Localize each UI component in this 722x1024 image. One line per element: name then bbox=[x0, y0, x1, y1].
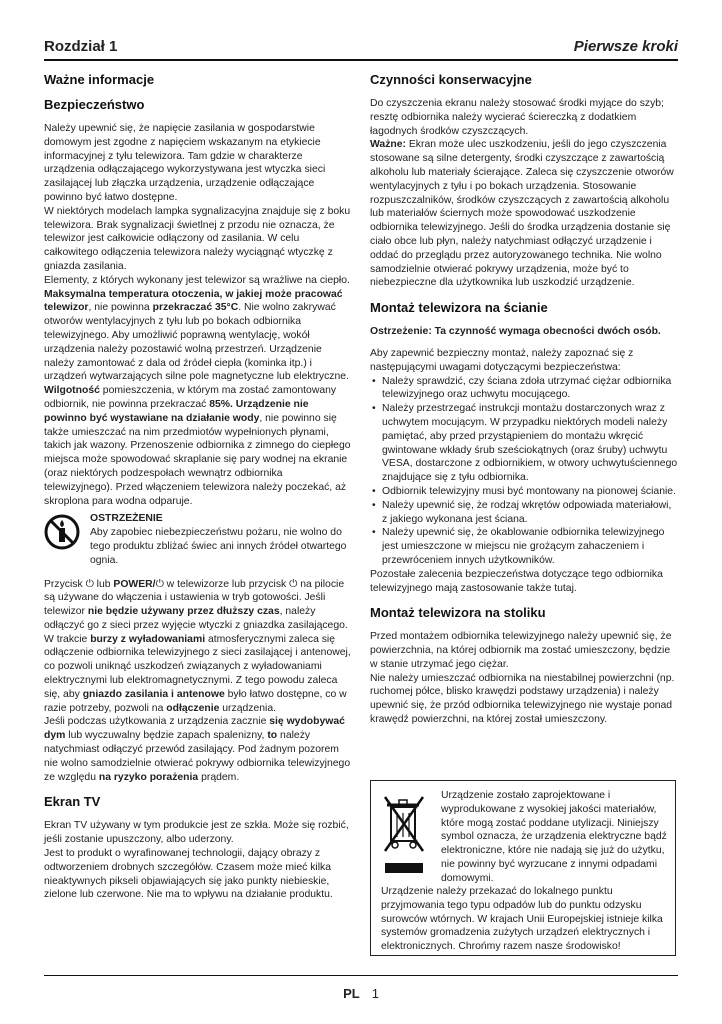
wall-warning: Ostrzeżenie: Ta czynność wymaga obecności dwóch osób. bbox=[370, 326, 661, 338]
heading-safety: Bezpieczeństwo bbox=[44, 97, 145, 112]
safety-paragraph: Należy upewnić się, że napięcie zasilania w gospodarstwie domowym jest zgodne z napięciem wskazanym na etykiecie informacyjnej z tyłu telewizora. Tam gdzie w charakterze urządzenia odłączającego wykorzystywana jest wtyczka sieci zasilającej lub złączka urządzenia, urządzenie odłączające powinno być łatwo dostępne. bbox=[44, 123, 326, 203]
safety-paragraph: Elementy, z których wykonany jest telewizor są wrażliwe na ciepło. Maksymalna temperatura otoczenia, w jakiej może pracować telewizor, nie powinna przekraczać 35°C. Nie wolno zakrywać otworów wentylacyjnych z tyłu lub po bokach odbiornika telewizyjnego. Aby umożliwić poprawną wentylację, wokół urządzenia należy pozostawić wolną przestrzeń. Urządzenie należy zamontować z dala od źródeł ciepła (kominka itp.) i urządzeń wytwarzających silne pole magnetyczne lub elektryczne. bbox=[44, 274, 350, 383]
language-code: PL bbox=[343, 986, 360, 1001]
weee-text: Urządzenie zostało zaprojektowane i wyprodukowane z wysokiej jakości materiałów, które mogą zostać poddane utylizacji. Niniejszy symbol oznacza, że urządzenia elektryczne bądź elektroniczne, które nie nadają się już do użytku, nie powinny być wyrzucane z innymi odpadami domowymi. bbox=[441, 790, 667, 884]
list-item: • Należy przestrzegać instrukcji montażu dostarczonych wraz z uchwytem mocującym. W przypadku niektórych modeli należy pamiętać, aby przed przystąpieniem do montażu wkręcić gwintowane wkłady śrub sześciokątnych (oraz śruby) uchwytu VESA, dostarczone z odbiornikiem, w otwory uchwytuściennego znajdujące się z tyłu odbiornika. bbox=[382, 402, 678, 485]
chapter-title: Rozdział 1 bbox=[44, 38, 118, 55]
header-rule bbox=[44, 59, 678, 61]
table-paragraph: Przed montażem odbiornika telewizyjnego należy upewnić się, że powierzchnia, na której odbiornik ma zostać umieszczony, będzie w stanie utrzymać jego ciężar. bbox=[370, 631, 672, 670]
crossed-bin-icon bbox=[381, 793, 429, 879]
caution-text: Aby zapobiec niebezpieczeństwu pożaru, nie wolno do tego produktu zbliżać świec ani innych źródeł otwartego ognia. bbox=[90, 527, 347, 566]
weee-text: Urządzenie należy przekazać do lokalnego punktu przyjmowania tego typu odpadów lub do punktu odzysku surowców wtórnych. W krajach Unii Europejskiej istnieje kilka systemów gromadzenia zużytych urządzeń elektrycznych i elektronicznych. Chrońmy razem nasze środowisko! bbox=[381, 886, 663, 953]
safety-paragraph: W niektórych modelach lampka sygnalizacyjna znajduje się z boku telewizora. Brak sygnalizacji świetlnej z przodu nie oznacza, że telewizor jest całkowicie odłączony od zasilania. W celu całkowitego odłączenia telewizora należy wyciągnąć wtyczkę z gniazda zasilania. bbox=[44, 205, 351, 272]
weee-box bbox=[370, 780, 676, 956]
list-item: • Należy upewnić się, że rodzaj wkrętów odpowiada materiałowi, z jakiego wykonana jest ściana. bbox=[382, 499, 678, 527]
list-item: • Należy sprawdzić, czy ściana zdoła utrzymać ciężar odbiornika telewizyjnego oraz uchwytu mocującego. bbox=[382, 375, 678, 403]
no-open-flame-icon bbox=[44, 514, 80, 550]
care-paragraph: Ważne: Ekran może ulec uszkodzeniu, jeśli do jego czyszczenia stosowane są silne detergenty, środki czyszczące z zawartością alkoholu lub materiały ścierające. Zaleca się czyszczenie otworów wentylacyjnych z tyłu i po bokach urządzenia. Stosowanie rozpuszczalników, środków czyszczących z zawartością alkoholu lub materiałów ściernych może spowodować uszkodzenie odbiornika telewizyjnego. Jeśli do środka urządzenia dostanie się ciało obce lub płyn, należy natychmiast odłączyć urządzenie i oddać do przeglądu przez autoryzowanego technika. Nie wolno samodzielnie otwierać pokrywy urządzenia, może być to niebezpieczne dla użytkownika lub uszkodzić urządzenie. bbox=[370, 139, 674, 289]
heading-screen: Ekran TV bbox=[44, 794, 101, 810]
storm-paragraph: W trakcie burzy z wyładowaniami atmosferycznymi zaleca się odłączenie odbiornika telewizyjnego z sieci zasilającej i antenowej, co pozwoli uniknąć uszkodzeń związanych z wyładowaniami elektrycznymi lub elektromagnetycznymi. Z tego powodu zaleca się, aby gniazdo zasilania i antenowe było łatwo dostępne, co w razie potrzeby, pozwoli na odłączenie urządzenia. bbox=[44, 633, 351, 714]
wall-intro: Aby zapewnić bezpieczny montaż, należy zapoznać się z następującymi uwagami dotyczącymi bezpieczeństwa: bbox=[370, 347, 634, 373]
left-column bbox=[44, 72, 352, 902]
wall-outro: Pozostałe zalecenia bezpieczeństwa dotyczące tego odbiornika telewizyjnego mają zastosowanie także tutaj. bbox=[370, 568, 663, 594]
heading-table-mount: Montaż telewizora na stoliku bbox=[370, 605, 546, 621]
page-number: 1 bbox=[371, 986, 379, 1001]
right-column bbox=[370, 72, 678, 727]
safety-paragraph: Wilgotność pomieszczenia, w którym ma zostać zamontowany odbiornik, nie powinna przekraczać 85%. Urządzenie nie powinno być wystawiane na działanie wody, nie powinno się także umieszczać na nim przedmiotów wypełnionych płynami, takich jak wazony. Przenoszenie odbiornika z zimnego do ciepłego miejsca może spowodować skraplanie się pary wodnej na ekranie (oraz niektórych podzespołach wewnątrz odbiornika telewizyjnego). Przed włączeniem telewizora należy poczekać, aż skroplona para wodna odparuje. bbox=[44, 385, 351, 507]
heading-wall-mount: Montaż telewizora na ścianie bbox=[370, 300, 548, 316]
list-item: • Odbiornik telewizyjny musi być montowany na pionowej ścianie. bbox=[382, 485, 678, 499]
table-paragraph: Nie należy umieszczać odbiornika na niestabilnej powierzchni (np. ruchomej półce, blisko krawędzi podstawy urządzenia) i należy upewnić się, że przód odbiornika telewizyjnego nie wystaje ponad krawędź powierzchni, na której został umieszczony. bbox=[370, 672, 675, 726]
footer-rule bbox=[44, 975, 678, 976]
screen-paragraph: Jest to produkt o wyrafinowanej technologii, dający obrazy z odtworzeniem drobnych szczegółów. Czasem może mieć kilka nieaktywnych pikseli objawiających się jako punkty niebieskie, zielone lub czerwone. Nie ma to wpływu na działanie produktu. bbox=[44, 848, 333, 901]
heading-important: Ważne informacje bbox=[44, 72, 155, 87]
section-title: Pierwsze kroki bbox=[573, 38, 678, 55]
heading-care: Czynności konserwacyjne bbox=[370, 72, 532, 87]
wall-list bbox=[370, 375, 678, 568]
screen-paragraph: Ekran TV używany w tym produkcie jest ze szkła. Może się rozbić, jeśli zostanie upuszczony, albo uderzony. bbox=[44, 820, 349, 846]
smoke-paragraph: Jeśli podczas użytkowania z urządzenia zacznie się wydobywać dym lub wyczuwalny będzie zapach spalenizny, to należy natychmiast odłączyć przewód zasilający. Pod żadnym pozorem nie wolno samodzielnie otwierać pokrywy odbiornika telewizyjnego ze względu na ryzyko porażenia prądem. bbox=[44, 716, 351, 783]
list-item: • Należy upewnić się, że okablowanie odbiornika telewizyjnego jest umieszczone w miejscu nie grożącym zahaczeniem i przewróceniem innych użytkowników. bbox=[382, 526, 678, 567]
caution-box bbox=[44, 512, 352, 567]
caution-title: OSTRZEŻENIE bbox=[90, 513, 163, 525]
power-paragraph: Przycisk ⏻ lub POWER/⏻ w telewizorze lub przycisk ⏻ na pilocie są używane do włączenia i ustawienia w tryb gotowości. Jeśli telewizor nie będzie używany przez dłuższy czas, należy odłączyć go z sieci przez wyjęcie wtyczki z gniazdka zasilającego. bbox=[44, 578, 348, 631]
page-footer bbox=[0, 986, 722, 1001]
care-paragraph: Do czyszczenia ekranu należy stosować środki myjące do szyb; resztę odbiornika należy wycierać ściereczką z dodatkiem łagodnych środków czyszczących. bbox=[370, 98, 664, 137]
